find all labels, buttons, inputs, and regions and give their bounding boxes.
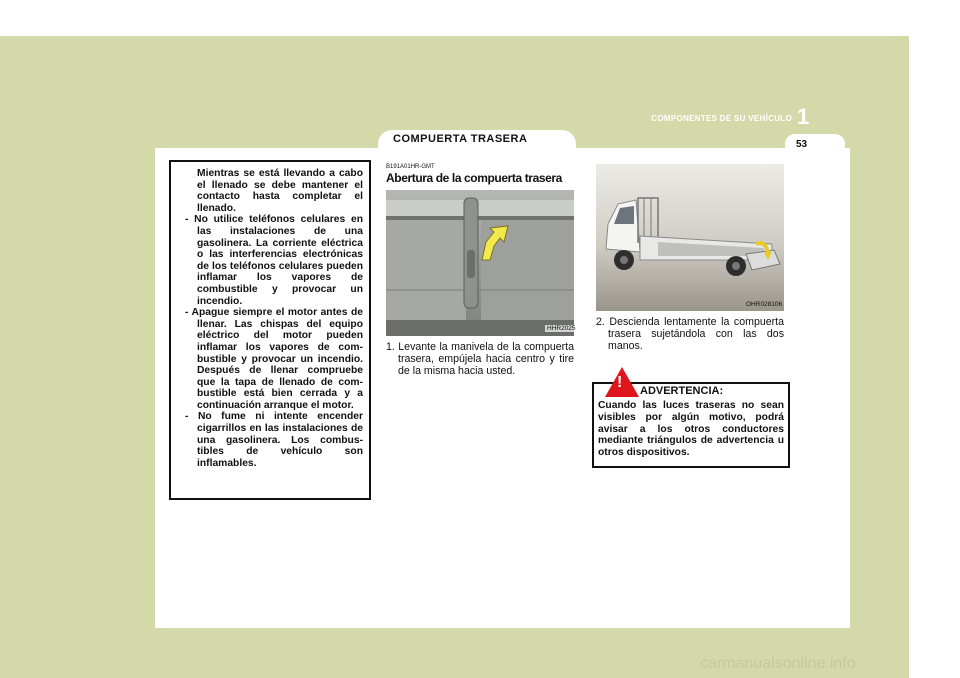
left-margin-band xyxy=(0,148,155,628)
step1-text: 1. Levante la manivela de la compuerta trasera, empújela hacia centro y tire de la misma hacia usted. xyxy=(386,341,574,377)
warning-continuation: Mientras se está llevando a cabo el llenado se debe mantener el contacto hasta completar el llenado. xyxy=(197,168,363,214)
advertencia-title: ADVERTENCIA: xyxy=(640,385,724,397)
tailgate-handle-illustration xyxy=(386,190,574,336)
tailgate-handle-photo xyxy=(386,190,574,336)
warning-item-phones: - No utilice teléfonos celulares en las instalaciones de una gasolinera. La corriente eléctrica o las interferencias electrónicas de los teléfonos celulares pueden inflamar los vapores de combustible y provocar un incendio. xyxy=(185,214,363,307)
photo1-code: HHR2025 xyxy=(547,325,576,332)
section-code: B191A01HR-GMT xyxy=(386,164,435,170)
section-title: COMPUERTA TRASERA xyxy=(393,133,528,145)
photo2-code: OHR028106 xyxy=(746,301,783,308)
chapter-label: COMPONENTES DE SU VEHÍCULO xyxy=(651,114,792,123)
watermark: carmanualsonline.info xyxy=(700,655,856,672)
step2-text: 2. Descienda lentamente la compuerta trasera sujetándola con las dos manos. xyxy=(596,316,784,352)
page-number: 53 xyxy=(796,139,808,150)
exclamation-icon: ! xyxy=(617,374,623,391)
truck-tailgate-photo xyxy=(596,164,784,311)
subheading: Abertura de la compuerta trasera xyxy=(386,171,562,185)
advertencia-text: Cuando las luces traseras no sean visibles por algún motivo, podrá avisar a los otros conductores mediante triángulos de advertencia u otros dispositivos. xyxy=(598,400,784,459)
truck-illustration xyxy=(596,164,784,311)
warning-item-engine: - Apague siempre el motor antes de llenar. Las chispas del equipo eléctrico del motor pueden inflamar los vapores de com-bustible y provocar un incendio. Después de llenar compruebe que la tapa de llenado de com-bustible está bien cerrada y a continuación arranque el motor. xyxy=(185,307,363,411)
fuel-warning-box xyxy=(169,160,371,500)
chapter-number: 1 xyxy=(797,104,810,129)
right-margin-band xyxy=(850,148,909,628)
page-number-tab xyxy=(785,134,845,156)
warning-item-smoking: - No fume ni intente encender cigarrillos en las instalaciones de una gasolinera. Los combus-tibles de vehículo son inflamables. xyxy=(185,411,363,469)
